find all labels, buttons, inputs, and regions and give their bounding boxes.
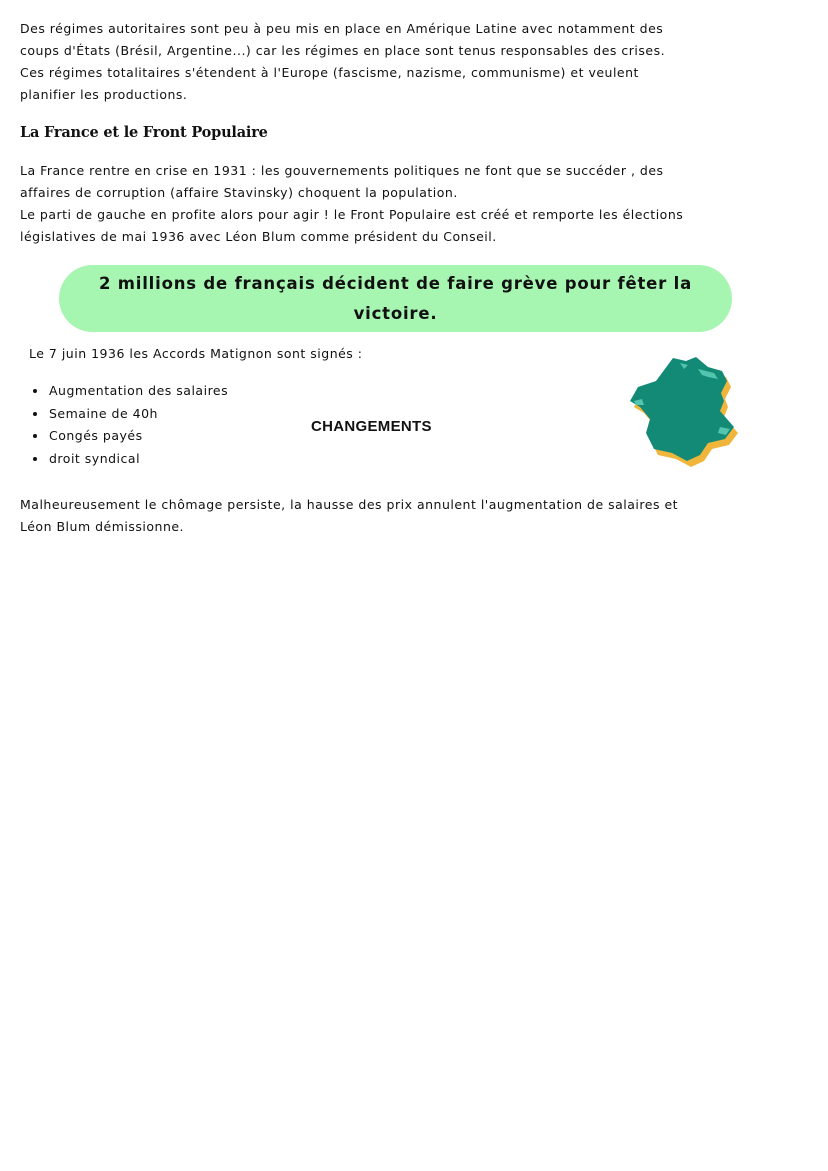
list-item [33,448,228,471]
list-item-text: Congés payés [49,428,143,443]
conclusion-line: Malheureusement le chômage persiste, la hausse des prix annulent l'augmentation de salaires et [20,497,679,512]
list-item-text: droit syndical [49,450,141,466]
list-item-text: Augmentation des salaires [49,383,229,398]
intro-line: planifier les productions. [20,87,188,102]
list-item-text: Semaine de 40h [49,405,158,421]
intro-line: Des régimes autoritaires sont peu à peu mis en place en Amérique Latine avec notamment des [20,21,664,36]
intro-line: Ces régimes totalitaires s'étendent à l'Europe (fascisme, nazisme, communisme) et veulent [20,65,639,80]
crisis-line: législatives de mai 1936 avec Léon Blum comme président du Conseil. [20,229,497,244]
crisis-line: La France rentre en crise en 1931 : les gouvernements politiques ne font que se succéder , des [20,163,664,178]
conclusion-paragraph [20,494,800,538]
strike-callout-box [59,265,732,332]
crisis-paragraph [20,160,800,248]
list-item [33,425,228,448]
crisis-line: Le parti de gauche en profite alors pour agir ! le Front Populaire est créé et remporte les élections [20,207,684,222]
section-heading: La France et le Front Populaire [20,124,268,141]
france-map-icon [628,355,743,470]
changes-list [33,380,228,470]
accords-intro: Le 7 juin 1936 les Accords Matignon sont signés : [29,346,363,361]
bullet-icon [33,389,37,393]
intro-paragraph [20,18,800,106]
crisis-line: affaires de corruption (affaire Stavinsky) choquent la population. [20,185,458,200]
bullet-icon [33,457,37,461]
conclusion-line: Léon Blum démissionne. [20,519,185,534]
changes-heading: CHANGEMENTS [311,418,432,435]
intro-line: coups d'États (Brésil, Argentine...) car les régimes en place sont tenus responsables des crises. [20,43,666,58]
list-item [33,403,228,426]
list-item [33,380,228,403]
bullet-icon [33,434,37,438]
strike-callout-text: 2 millions de français décident de faire grève pour fêter la victoire. [98,273,693,323]
bullet-icon [33,412,37,416]
